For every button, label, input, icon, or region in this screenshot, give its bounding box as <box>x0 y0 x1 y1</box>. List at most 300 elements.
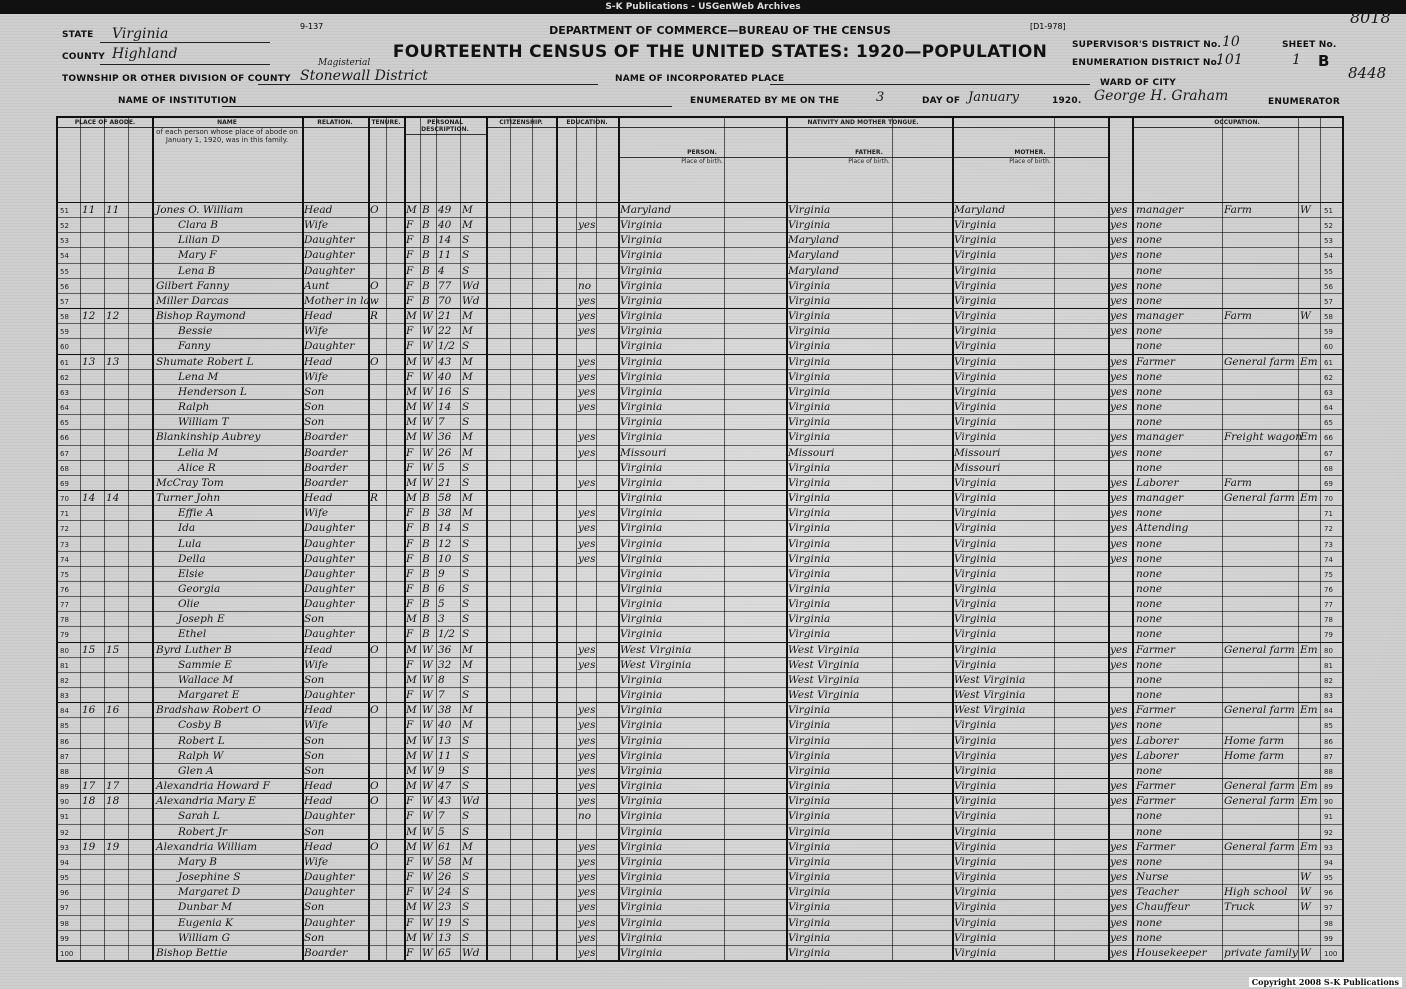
occupation: Farmer <box>1136 795 1176 808</box>
sex: F <box>406 325 414 338</box>
family-number: 19 <box>106 840 120 853</box>
dwelling-number: 14 <box>82 492 96 505</box>
can-read: yes <box>578 871 596 884</box>
tenure <box>370 597 386 612</box>
table-row <box>58 915 1342 931</box>
industry <box>1224 506 1298 521</box>
mother-birthplace: Virginia <box>954 840 997 853</box>
industry <box>1224 385 1298 400</box>
sex: M <box>406 780 417 793</box>
tenure <box>370 931 386 946</box>
line-number-right: 54 <box>1324 252 1333 261</box>
family-number <box>106 294 126 309</box>
dwelling-number <box>82 931 102 946</box>
age: 5 <box>438 598 445 611</box>
table-row <box>58 475 1342 491</box>
tenure <box>370 627 386 642</box>
township-label: TOWNSHIP OR OTHER DIVISION OF COUNTY <box>62 74 291 84</box>
speaks-english: yes <box>1110 385 1128 398</box>
father-birthplace: Virginia <box>788 279 831 292</box>
line-number-right: 61 <box>1324 358 1333 367</box>
family-number <box>106 749 126 764</box>
line-number: 52 <box>60 222 69 231</box>
line-number: 67 <box>60 449 69 458</box>
mother-birthplace: Virginia <box>954 598 997 611</box>
class-of-worker: W <box>1300 901 1311 914</box>
form-code: [D1-978] <box>1030 22 1066 31</box>
family-number: 11 <box>106 204 120 216</box>
speaks-english <box>1110 264 1132 279</box>
birthplace: Virginia <box>620 279 663 292</box>
can-read: yes <box>578 325 596 338</box>
line-number: 90 <box>60 798 69 807</box>
industry: General farm <box>1224 780 1295 793</box>
col-nativity <box>618 118 1109 202</box>
class-of-worker: Em <box>1300 840 1318 853</box>
birthplace: Virginia <box>620 734 663 747</box>
class-of-worker <box>1300 809 1320 824</box>
can-read <box>578 612 616 627</box>
marital-status: M <box>462 446 473 459</box>
line-number: 82 <box>60 676 69 685</box>
tenure: R <box>370 310 378 323</box>
industry <box>1224 446 1298 461</box>
class-of-worker <box>1300 916 1320 931</box>
class-of-worker: Em <box>1300 355 1318 368</box>
occupation: Farmer <box>1136 643 1176 656</box>
race: B <box>422 204 430 216</box>
class-of-worker: Em <box>1300 704 1318 717</box>
father-birthplace: Virginia <box>788 492 831 505</box>
dwelling-number <box>82 916 102 931</box>
line-number: 77 <box>60 601 69 610</box>
class-of-worker: W <box>1300 871 1311 884</box>
department-heading: DEPARTMENT OF COMMERCE—BUREAU OF THE CENSUS <box>549 24 891 37</box>
speaks-english: yes <box>1110 401 1128 414</box>
line-number: 79 <box>60 631 69 640</box>
father-birthplace: Virginia <box>788 764 831 777</box>
father-birthplace: Virginia <box>788 507 831 520</box>
tenure <box>370 461 386 476</box>
person-name: Gilbert Fanny <box>156 279 229 292</box>
age: 14 <box>438 522 452 535</box>
can-read: no <box>578 279 592 292</box>
table-row <box>58 702 1342 718</box>
mother-birthplace: Virginia <box>954 416 997 429</box>
class-of-worker <box>1300 734 1320 749</box>
family-number <box>106 946 126 961</box>
relation: Boarder <box>304 461 348 474</box>
col-personal <box>404 118 487 202</box>
line-number: 69 <box>60 479 69 488</box>
race: W <box>422 340 433 353</box>
can-read: yes <box>578 840 596 853</box>
line-number-right: 72 <box>1324 525 1333 534</box>
person-name: Lilian D <box>178 234 220 247</box>
age: 61 <box>438 840 452 853</box>
father-birthplace: Virginia <box>788 825 831 838</box>
sex: F <box>406 795 414 808</box>
tenure <box>370 339 386 354</box>
marital-status: M <box>462 507 473 520</box>
race: W <box>422 673 433 686</box>
class-of-worker <box>1300 597 1320 612</box>
tenure <box>370 658 386 673</box>
line-number: 96 <box>60 889 69 898</box>
relation: Wife <box>304 658 329 671</box>
class-of-worker: Em <box>1300 780 1318 793</box>
occupation: Attending <box>1136 522 1189 535</box>
age: 77 <box>438 279 452 292</box>
table-row <box>58 854 1342 870</box>
tenure <box>370 248 386 263</box>
race: W <box>422 764 433 777</box>
father-birthplace: Missouri <box>788 446 835 459</box>
mother-birthplace: Virginia <box>954 946 997 959</box>
family-number <box>106 809 126 824</box>
race: W <box>422 810 433 823</box>
relation: Daughter <box>304 689 355 702</box>
mother-birthplace: Virginia <box>954 219 997 232</box>
age: 43 <box>438 795 452 808</box>
month-value: January <box>968 90 1020 105</box>
age: 19 <box>438 916 452 929</box>
relation: Son <box>304 764 325 777</box>
father-birthplace: Virginia <box>788 355 831 368</box>
tenure <box>370 870 386 885</box>
mother-birthplace: Virginia <box>954 552 997 565</box>
class-of-worker <box>1300 825 1320 840</box>
occupation: none <box>1136 416 1163 429</box>
dwelling-number <box>82 248 102 263</box>
line-number: 53 <box>60 237 69 246</box>
person-name: Margaret E <box>178 689 240 702</box>
occupation: none <box>1136 583 1163 595</box>
sex: M <box>406 476 417 489</box>
sex: M <box>406 401 417 414</box>
line-number: 99 <box>60 934 69 943</box>
can-read <box>578 203 616 218</box>
tenure <box>370 718 386 733</box>
person-name: Turner John <box>156 492 221 505</box>
age: 26 <box>438 446 452 459</box>
sex: M <box>406 840 417 853</box>
dwelling-number: 12 <box>82 310 96 323</box>
line-number: 73 <box>60 540 69 549</box>
family-number <box>106 718 126 733</box>
class-of-worker: Em <box>1300 795 1318 808</box>
family-number <box>106 537 126 552</box>
table-row <box>58 263 1342 279</box>
can-read: yes <box>578 764 596 777</box>
birthplace: Virginia <box>620 492 663 505</box>
race: B <box>422 567 430 580</box>
age: 9 <box>438 764 445 777</box>
table-row <box>58 399 1342 415</box>
industry <box>1224 658 1298 673</box>
family-number <box>106 567 126 582</box>
table-row <box>58 460 1342 476</box>
tenure <box>370 430 386 445</box>
sex: F <box>406 658 414 671</box>
family-number <box>106 339 126 354</box>
relation: Son <box>304 613 325 626</box>
class-of-worker <box>1300 855 1320 870</box>
sex: M <box>406 355 417 368</box>
family-number: 16 <box>106 704 120 717</box>
industry <box>1224 567 1298 582</box>
dwelling-number <box>82 415 102 430</box>
race: W <box>422 401 433 414</box>
can-read <box>578 567 616 582</box>
mother-birthplace: Virginia <box>954 279 997 292</box>
dwelling-number <box>82 764 102 779</box>
table-row <box>58 566 1342 582</box>
class-of-worker <box>1300 248 1320 263</box>
mother-birthplace: Virginia <box>954 325 997 338</box>
age: 40 <box>438 370 452 383</box>
father-birthplace: Virginia <box>788 204 831 216</box>
sex: F <box>406 916 414 929</box>
race: W <box>422 643 433 656</box>
dwelling-number <box>82 885 102 900</box>
line-number: 61 <box>60 358 69 367</box>
line-number: 60 <box>60 343 69 352</box>
birthplace: Virginia <box>620 431 663 444</box>
race: B <box>422 628 430 641</box>
person-name: Glen A <box>178 764 214 777</box>
family-number <box>106 931 126 946</box>
mother-birthplace: West Virginia <box>954 689 1026 702</box>
mother-birthplace: Virginia <box>954 355 997 368</box>
occupation: none <box>1136 764 1163 777</box>
line-number-right: 95 <box>1324 874 1333 883</box>
marital-status: S <box>462 901 470 914</box>
line-number: 70 <box>60 495 69 504</box>
state-line <box>100 42 270 43</box>
age: 43 <box>438 355 452 368</box>
marital-status: M <box>462 204 473 216</box>
table-row <box>58 930 1342 946</box>
marital-status: S <box>462 522 470 535</box>
class-of-worker <box>1300 521 1320 536</box>
dwelling-number <box>82 855 102 870</box>
tenure <box>370 825 386 840</box>
tenure <box>370 946 386 961</box>
age: 9 <box>438 567 445 580</box>
race: W <box>422 916 433 929</box>
family-number: 13 <box>106 355 120 368</box>
race: W <box>422 795 433 808</box>
can-read: yes <box>578 886 596 899</box>
can-read <box>578 339 616 354</box>
birthplace: Virginia <box>620 886 663 899</box>
line-number-right: 93 <box>1324 843 1333 852</box>
birthplace: Virginia <box>620 931 663 944</box>
race: B <box>422 279 430 292</box>
dwelling-number: 13 <box>82 355 96 368</box>
industry <box>1224 825 1298 840</box>
sex: M <box>406 416 417 429</box>
mother-birthplace: Virginia <box>954 294 997 307</box>
can-read <box>578 491 616 506</box>
sex: F <box>406 567 414 580</box>
father-birthplace: Virginia <box>788 219 831 232</box>
race: W <box>422 431 433 444</box>
dwelling-number: 18 <box>82 795 96 808</box>
table-row <box>58 445 1342 461</box>
class-of-worker <box>1300 476 1320 491</box>
marital-status: S <box>462 598 470 611</box>
speaks-english: yes <box>1110 749 1128 762</box>
relation: Daughter <box>304 871 355 884</box>
occupation: none <box>1136 916 1163 929</box>
father-birthplace: Virginia <box>788 871 831 884</box>
relation: Daughter <box>304 340 355 353</box>
sex: F <box>406 294 414 307</box>
race: B <box>422 537 430 550</box>
relation: Daughter <box>304 628 355 641</box>
marital-status: M <box>462 855 473 868</box>
race: B <box>422 552 430 565</box>
marital-status: M <box>462 840 473 853</box>
birthplace: West Virginia <box>620 658 692 671</box>
person-name: Margaret D <box>178 886 241 899</box>
line-number-right: 90 <box>1324 798 1333 807</box>
table-row <box>58 202 1342 218</box>
marital-status: S <box>462 476 470 489</box>
industry <box>1224 248 1298 263</box>
tenure <box>370 233 386 248</box>
can-read: yes <box>578 795 596 808</box>
table-row <box>58 247 1342 263</box>
sheet-label: SHEET No. <box>1282 40 1337 50</box>
dwelling-number <box>82 506 102 521</box>
dwelling-number <box>82 446 102 461</box>
marital-status: S <box>462 264 470 277</box>
class-of-worker <box>1300 537 1320 552</box>
line-number: 100 <box>60 949 74 958</box>
father-birthplace: Virginia <box>788 946 831 959</box>
industry <box>1224 855 1298 870</box>
father-birthplace: West Virginia <box>788 673 860 686</box>
tenure: O <box>370 795 379 808</box>
mother-birthplace: Virginia <box>954 522 997 535</box>
occupation: Farmer <box>1136 840 1176 853</box>
father-birthplace: Virginia <box>788 916 831 929</box>
industry: private family <box>1224 946 1298 959</box>
marital-status: M <box>462 370 473 383</box>
can-read <box>578 582 616 597</box>
line-number: 95 <box>60 874 69 883</box>
birthplace: Virginia <box>620 310 663 323</box>
age: 21 <box>438 310 452 323</box>
mother-birthplace: Virginia <box>954 249 997 262</box>
person-name: Bishop Raymond <box>156 310 246 323</box>
age: 40 <box>438 219 452 232</box>
industry <box>1224 264 1298 279</box>
birthplace: Virginia <box>620 219 663 232</box>
occupation: none <box>1136 264 1163 277</box>
relation: Daughter <box>304 583 355 595</box>
line-number-right: 59 <box>1324 328 1333 337</box>
marital-status: M <box>462 704 473 717</box>
col-mother-place: Place of birth. <box>1009 158 1051 165</box>
occupation: Teacher <box>1136 886 1179 899</box>
relation: Daughter <box>304 249 355 262</box>
dwelling-number <box>82 279 102 294</box>
table-row <box>58 354 1342 370</box>
relation: Head <box>304 492 333 505</box>
table-row <box>58 869 1342 885</box>
enumerator-label: ENUMERATOR <box>1268 97 1341 107</box>
table-row <box>58 717 1342 733</box>
line-number-right: 100 <box>1324 949 1338 958</box>
race: B <box>422 522 430 535</box>
person-name: Bradshaw Robert O <box>156 704 261 717</box>
relation: Head <box>304 704 333 717</box>
marital-status: M <box>462 431 473 444</box>
line-number-right: 78 <box>1324 616 1333 625</box>
dwelling-number <box>82 825 102 840</box>
occupation: none <box>1136 719 1163 732</box>
age: 1/2 <box>438 628 455 641</box>
line-number-right: 64 <box>1324 404 1333 413</box>
sex: F <box>406 461 414 474</box>
sheet-value: 1 <box>1292 52 1301 68</box>
class-of-worker <box>1300 931 1320 946</box>
occupation: none <box>1136 234 1163 247</box>
marital-status: S <box>462 401 470 414</box>
col-person-place: Place of birth. <box>681 158 723 165</box>
family-number <box>106 764 126 779</box>
sex: M <box>406 431 417 444</box>
occupation: manager <box>1136 204 1184 216</box>
industry <box>1224 294 1298 309</box>
dwelling-number <box>82 476 102 491</box>
marital-status: S <box>462 734 470 747</box>
relation: Son <box>304 416 325 429</box>
col-nativity-label: NATIVITY AND MOTHER TONGUE. <box>618 118 1108 128</box>
line-number: 54 <box>60 252 69 261</box>
relation: Daughter <box>304 886 355 899</box>
industry <box>1224 627 1298 642</box>
table-row <box>58 824 1342 840</box>
sex: M <box>406 901 417 914</box>
corner-number-top: 8018 <box>1350 8 1391 27</box>
age: 70 <box>438 294 452 307</box>
tenure: O <box>370 355 379 368</box>
line-number-right: 70 <box>1324 495 1333 504</box>
line-number-right: 66 <box>1324 434 1333 443</box>
birthplace: Virginia <box>620 370 663 383</box>
age: 49 <box>438 204 452 216</box>
mother-birthplace: Virginia <box>954 764 997 777</box>
line-number: 64 <box>60 404 69 413</box>
col-name <box>152 118 303 202</box>
dwelling-number <box>82 552 102 567</box>
class-of-worker <box>1300 567 1320 582</box>
birthplace: Virginia <box>620 628 663 641</box>
father-birthplace: Virginia <box>788 840 831 853</box>
person-name: Josephine S <box>178 871 241 884</box>
person-name: Miller Darcas <box>156 294 229 307</box>
occupation: none <box>1136 537 1163 550</box>
relation: Wife <box>304 325 329 338</box>
marital-status: S <box>462 916 470 929</box>
line-number: 83 <box>60 692 69 701</box>
class-of-worker <box>1300 415 1320 430</box>
